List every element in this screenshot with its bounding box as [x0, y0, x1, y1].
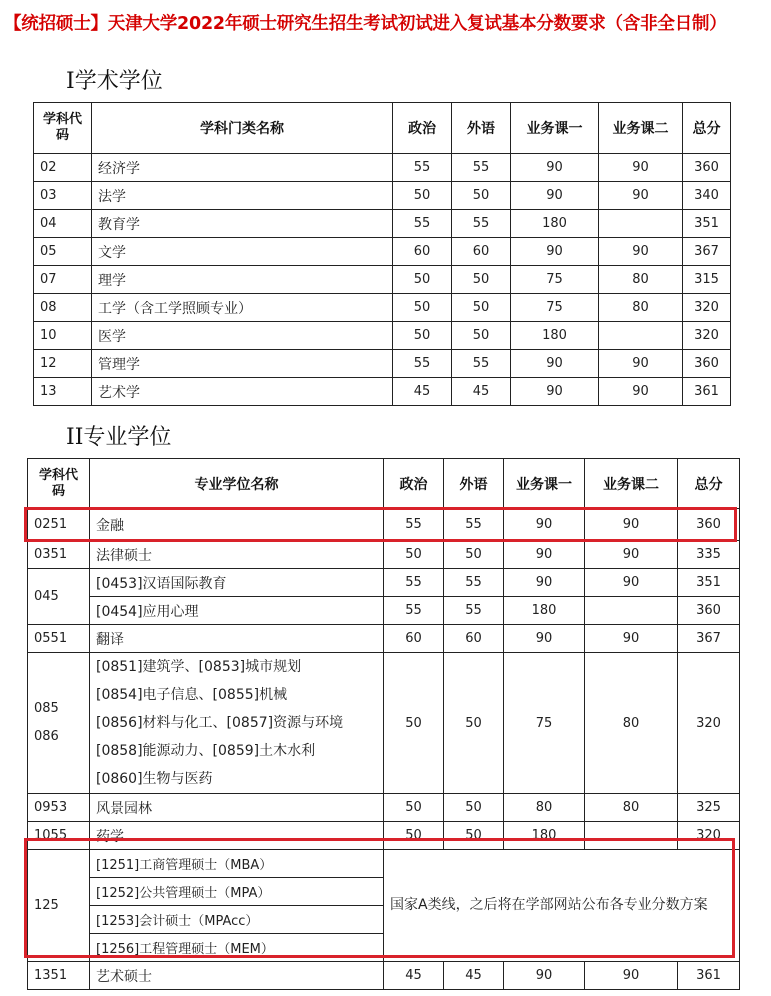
- total-cell: 360: [683, 350, 731, 378]
- table-row: [28, 509, 740, 541]
- header-name: 学科门类名称: [92, 103, 393, 154]
- language-cell: 60: [452, 238, 511, 266]
- name-cell: 教育学: [92, 210, 393, 238]
- name-cell: 管理学: [92, 350, 393, 378]
- header-total: 总分: [678, 459, 740, 509]
- page-title: 【统招硕士】天津大学2022年硕士研究生招生考试初试进入复试基本分数要求（含非全日制）: [4, 14, 727, 34]
- code-cell: 08: [34, 294, 92, 322]
- total-cell: 320: [683, 294, 731, 322]
- table-row: [34, 182, 731, 210]
- language-cell: 50: [444, 794, 504, 822]
- course1-cell: 75: [511, 294, 599, 322]
- table-row: [34, 322, 731, 350]
- code-cell: 1351: [28, 962, 90, 990]
- language-cell: 45: [452, 378, 511, 406]
- language-cell: 50: [452, 294, 511, 322]
- politics-cell: 50: [393, 322, 452, 350]
- note-cell: 国家A类线，之后将在学部网站公布各专业分数方案: [384, 850, 740, 962]
- total-cell: 340: [683, 182, 731, 210]
- table-row: [34, 210, 731, 238]
- course1-cell: 90: [504, 962, 585, 990]
- politics-cell: 45: [384, 962, 444, 990]
- code-line: 085: [34, 701, 59, 716]
- name-cell: [1252]公共管理硕士（MPA）: [90, 878, 384, 906]
- table-row: [28, 597, 740, 625]
- name-cell: 风景园林: [90, 794, 384, 822]
- table-row: [34, 378, 731, 406]
- name-cell: 文学: [92, 238, 393, 266]
- politics-cell: 55: [393, 350, 452, 378]
- course2-cell: 90: [585, 569, 678, 597]
- course1-cell: 180: [504, 822, 585, 850]
- name-cell: [90, 653, 384, 794]
- course2-cell: 90: [599, 378, 683, 406]
- header-code: 学科代码: [34, 103, 92, 154]
- course1-cell: 180: [511, 210, 599, 238]
- name-cell: [0453]汉语国际教育: [90, 569, 384, 597]
- course2-cell: 90: [599, 154, 683, 182]
- politics-cell: 55: [384, 597, 444, 625]
- name-cell: 药学: [90, 822, 384, 850]
- code-cell: 045: [28, 569, 90, 625]
- language-cell: 55: [452, 154, 511, 182]
- course1-cell: 75: [511, 266, 599, 294]
- politics-cell: 50: [393, 294, 452, 322]
- course1-cell: 90: [504, 569, 585, 597]
- language-cell: 50: [444, 822, 504, 850]
- table-row: [28, 794, 740, 822]
- course2-cell: 90: [599, 182, 683, 210]
- code-cell: 0251: [28, 509, 90, 541]
- name-cell: 翻译: [90, 625, 384, 653]
- total-cell: 367: [683, 238, 731, 266]
- total-cell: 320: [678, 653, 740, 794]
- table-row: [34, 154, 731, 182]
- code-cell: 05: [34, 238, 92, 266]
- table-row: [28, 962, 740, 990]
- course2-cell: 80: [599, 266, 683, 294]
- header-language: 外语: [444, 459, 504, 509]
- politics-cell: 50: [384, 794, 444, 822]
- header-code: 学科代码: [28, 459, 90, 509]
- table-row: [34, 294, 731, 322]
- course2-cell: [585, 822, 678, 850]
- code-cell: 1055: [28, 822, 90, 850]
- header-name: 专业学位名称: [90, 459, 384, 509]
- politics-cell: 55: [393, 154, 452, 182]
- course2-cell: 90: [585, 962, 678, 990]
- course1-cell: 75: [504, 653, 585, 794]
- name-line: [0851]建筑学、[0853]城市规划: [96, 659, 302, 675]
- course2-cell: 80: [599, 294, 683, 322]
- professional-header-row: [28, 459, 740, 509]
- course2-cell: 80: [585, 653, 678, 794]
- table-row: [34, 266, 731, 294]
- politics-cell: 50: [384, 653, 444, 794]
- language-cell: 60: [444, 625, 504, 653]
- name-line: [0856]材料与化工、[0857]资源与环境: [96, 715, 344, 731]
- code-cell: 0351: [28, 541, 90, 569]
- header-total: 总分: [683, 103, 731, 154]
- politics-cell: 55: [393, 210, 452, 238]
- course1-cell: 90: [511, 238, 599, 266]
- code-cell: 07: [34, 266, 92, 294]
- name-cell: 艺术硕士: [90, 962, 384, 990]
- course1-cell: 90: [504, 509, 585, 541]
- name-line: [0858]能源动力、[0859]土木水利: [96, 743, 316, 759]
- code-cell: 0551: [28, 625, 90, 653]
- name-cell: [0454]应用心理: [90, 597, 384, 625]
- politics-cell: 50: [384, 822, 444, 850]
- course1-cell: 90: [511, 350, 599, 378]
- total-cell: 325: [678, 794, 740, 822]
- table-row: [28, 850, 740, 878]
- code-cell: [28, 653, 90, 794]
- table-row: [28, 625, 740, 653]
- politics-cell: 50: [393, 266, 452, 294]
- politics-cell: 60: [393, 238, 452, 266]
- course2-cell: 90: [585, 625, 678, 653]
- course1-cell: 90: [511, 182, 599, 210]
- academic-header-row: [34, 103, 731, 154]
- course2-cell: 90: [585, 509, 678, 541]
- name-cell: 经济学: [92, 154, 393, 182]
- name-cell: [1253]会计硕士（MPAcc）: [90, 906, 384, 934]
- total-cell: 351: [683, 210, 731, 238]
- header-course2: 业务课二: [599, 103, 683, 154]
- language-cell: 55: [452, 350, 511, 378]
- language-cell: 50: [444, 541, 504, 569]
- language-cell: 55: [444, 569, 504, 597]
- politics-cell: 45: [393, 378, 452, 406]
- name-cell: 法律硕士: [90, 541, 384, 569]
- name-cell: 艺术学: [92, 378, 393, 406]
- professional-table: [27, 458, 740, 990]
- table-row: [34, 350, 731, 378]
- total-cell: 360: [683, 154, 731, 182]
- name-cell: 法学: [92, 182, 393, 210]
- code-cell: 10: [34, 322, 92, 350]
- table-row: [28, 569, 740, 597]
- academic-table: [33, 102, 731, 406]
- header-course1: 业务课一: [504, 459, 585, 509]
- total-cell: 320: [678, 822, 740, 850]
- table-row: [28, 653, 740, 794]
- politics-cell: 55: [384, 569, 444, 597]
- course2-cell: 90: [585, 541, 678, 569]
- header-politics: 政治: [393, 103, 452, 154]
- total-cell: 320: [683, 322, 731, 350]
- politics-cell: 50: [393, 182, 452, 210]
- table-row: [28, 822, 740, 850]
- code-cell: 02: [34, 154, 92, 182]
- language-cell: 50: [452, 322, 511, 350]
- language-cell: 45: [444, 962, 504, 990]
- politics-cell: 55: [384, 509, 444, 541]
- code-cell: 03: [34, 182, 92, 210]
- code-cell: 04: [34, 210, 92, 238]
- academic-heading: I学术学位: [66, 69, 163, 94]
- course1-cell: 90: [511, 378, 599, 406]
- language-cell: 55: [444, 597, 504, 625]
- course1-cell: 180: [511, 322, 599, 350]
- name-line: [0854]电子信息、[0855]机械: [96, 687, 288, 703]
- course1-cell: 80: [504, 794, 585, 822]
- name-cell: [1251]工商管理硕士（MBA）: [90, 850, 384, 878]
- total-cell: 367: [678, 625, 740, 653]
- language-cell: 50: [452, 266, 511, 294]
- table-row: [28, 541, 740, 569]
- name-cell: 理学: [92, 266, 393, 294]
- language-cell: 55: [444, 509, 504, 541]
- course2-cell: [585, 597, 678, 625]
- course1-cell: 90: [504, 625, 585, 653]
- course2-cell: 90: [599, 238, 683, 266]
- total-cell: 315: [683, 266, 731, 294]
- professional-heading: II专业学位: [66, 425, 172, 450]
- language-cell: 50: [444, 653, 504, 794]
- code-cell: 125: [28, 850, 90, 962]
- course2-cell: [599, 210, 683, 238]
- total-cell: 351: [678, 569, 740, 597]
- course1-cell: 90: [511, 154, 599, 182]
- total-cell: 360: [678, 509, 740, 541]
- language-cell: 50: [452, 182, 511, 210]
- header-politics: 政治: [384, 459, 444, 509]
- course1-cell: 90: [504, 541, 585, 569]
- name-cell: 医学: [92, 322, 393, 350]
- header-language: 外语: [452, 103, 511, 154]
- name-cell: [1256]工程管理硕士（MEM）: [90, 934, 384, 962]
- code-cell: 12: [34, 350, 92, 378]
- total-cell: 335: [678, 541, 740, 569]
- code-line: 086: [34, 729, 59, 744]
- name-cell: 工学（含工学照顾专业）: [92, 294, 393, 322]
- code-cell: 13: [34, 378, 92, 406]
- language-cell: 55: [452, 210, 511, 238]
- course2-cell: 90: [599, 350, 683, 378]
- total-cell: 360: [678, 597, 740, 625]
- name-cell: 金融: [90, 509, 384, 541]
- name-line: [0860]生物与医药: [96, 771, 213, 787]
- politics-cell: 60: [384, 625, 444, 653]
- header-course1: 业务课一: [511, 103, 599, 154]
- total-cell: 361: [678, 962, 740, 990]
- course1-cell: 180: [504, 597, 585, 625]
- total-cell: 361: [683, 378, 731, 406]
- politics-cell: 50: [384, 541, 444, 569]
- code-cell: 0953: [28, 794, 90, 822]
- table-row: [34, 238, 731, 266]
- course2-cell: 80: [585, 794, 678, 822]
- header-course2: 业务课二: [585, 459, 678, 509]
- course2-cell: [599, 322, 683, 350]
